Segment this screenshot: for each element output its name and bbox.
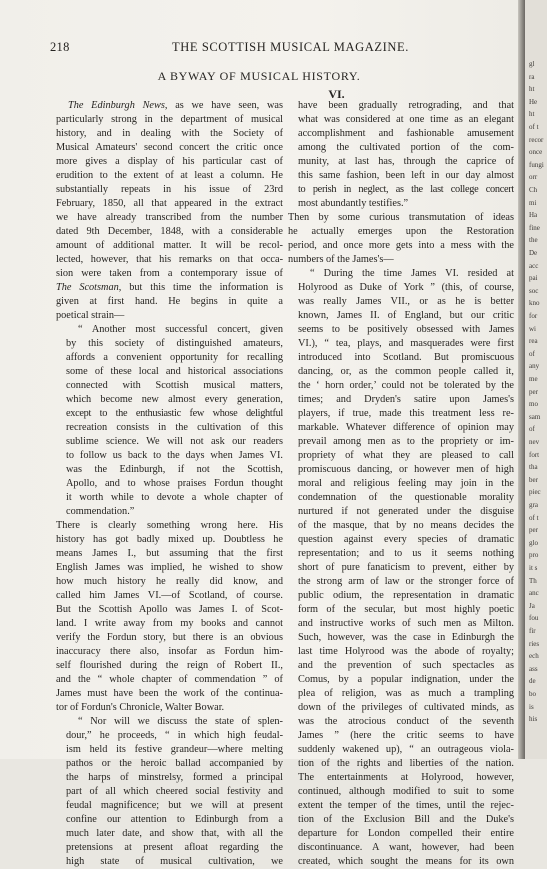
text-line: and the “ whole chapter of commendation ” of	[56, 674, 283, 685]
facing-page-edge	[525, 0, 547, 759]
facing-page-fragment: is	[529, 702, 534, 711]
text-line: means James I., but assuming that the first	[56, 548, 283, 559]
text-line: The entertainments at Holyrood, however,	[298, 772, 514, 783]
facing-page-fragment: Ha	[529, 211, 538, 220]
text-line: land. I write away from my books and cannot	[56, 618, 283, 629]
text-line: dancing, or, as the common people called it,	[298, 366, 514, 377]
text-line: the ‘ horn order,’ could not be tolerated by the	[298, 380, 514, 391]
facing-page-fragment: fir	[529, 627, 536, 635]
facing-page-fragment: de	[529, 677, 536, 686]
facing-page-fragment: the	[529, 236, 538, 245]
facing-page-fragment: of	[529, 425, 535, 434]
facing-page-fragment: of	[529, 349, 535, 358]
facing-page-fragment: gra	[529, 501, 538, 509]
facing-page-fragment: nev	[529, 438, 540, 446]
text-line: feudal magnificence; but we will at present	[66, 800, 283, 811]
facing-page-fragment: ass	[529, 664, 538, 673]
facing-page-fragment: Ch	[529, 186, 538, 194]
text-line: to perish in neglect, as the last college concert	[298, 184, 514, 195]
right-column	[288, 99, 514, 869]
text-line: called him James VI.—of Scotland, of course.	[56, 590, 283, 601]
facing-page-fragment: mo	[529, 400, 538, 409]
facing-page-fragment: tha	[529, 463, 538, 472]
facing-page-fragment: ht	[529, 85, 535, 94]
text-line: nurtured if not generated under the disguise	[298, 506, 514, 517]
text-line: moral and religious feeling may join in the	[298, 478, 514, 489]
text-line: dated 9th December, 1848, with a considerable	[56, 226, 283, 237]
text-line: he actually emerges upon the Restoration	[288, 226, 514, 237]
facing-page-fragment: ech	[529, 652, 539, 661]
text-line: Musical Amateurs' second concert the critic once	[56, 142, 283, 153]
text-line: the harps of minstrelsy, formed a principal	[66, 772, 283, 783]
facing-page-fragment: gl	[529, 60, 535, 68]
text-line: propriety of what they are pleased to call	[298, 450, 514, 461]
facing-page-fragment: rea	[529, 337, 538, 346]
text-line: of the masque, that by no means decides the	[298, 520, 514, 531]
text-line: Then by some curious transmutation of ideas	[288, 212, 514, 223]
text-line: how much history he really did know, and	[56, 576, 283, 587]
running-title: THE SCOTTISH MUSICAL MAGAZINE.	[172, 40, 409, 54]
text-line: But the Scottish Apollo was James I. of Scot-	[56, 604, 283, 615]
text-line: James must have been the work of the continua-	[56, 688, 283, 699]
facing-page-fragment: his	[529, 715, 538, 724]
text-line: was really James VII., or as he is better	[298, 296, 514, 307]
text-line: lected, however, that his remarks on that occa-	[56, 254, 283, 265]
text-line: Holyrood as Duke of York ” (this, of course,	[298, 282, 514, 293]
text-line: sublime science. We will not ask our readers	[66, 436, 283, 447]
text-line: which become new almost every generation,	[66, 394, 283, 405]
text-line: English James was implied, he wished to show	[56, 562, 283, 573]
text-line: period, and once more gets into a mess with the	[288, 240, 514, 251]
facing-page-fragment: piec	[529, 488, 541, 497]
book-gutter	[518, 0, 525, 759]
text-line: tor of Fordun's Chronicle, Walter Bowar.	[56, 702, 225, 713]
facing-page-fragment: fungi	[529, 160, 544, 169]
text-line: Apollo, and to whose praises Fordun thought	[66, 478, 283, 489]
facing-page-fragment: acc	[529, 261, 539, 270]
text-line: high state of musical cultivation, we	[66, 856, 283, 867]
text-line: substantially repeats in his issue of 23rd	[56, 184, 283, 195]
text-line: There is clearly something wrong here. His	[56, 520, 283, 531]
text-line: what was considered at one time as an elegant	[298, 114, 514, 125]
text-line: “ Another most successful concert, given	[78, 324, 283, 335]
text-line: seems to be positively obsessed with James	[298, 324, 514, 335]
facing-page-fragment: mi	[529, 198, 537, 207]
facing-page-fragment: glo	[529, 538, 538, 547]
text-line: pretensions at present afloat regarding the	[66, 842, 283, 853]
facing-page-fragment: kno	[529, 299, 540, 308]
facing-page-fragment: ries	[529, 639, 540, 648]
text-line: departure for London compelled their entire	[298, 828, 514, 839]
text-line: condemnation of the questionable morality	[298, 492, 514, 503]
facing-page-fragment: wi	[529, 324, 536, 333]
text-line: amount of additional matter. It will be recol-	[56, 240, 283, 251]
facing-page-fragment: fort	[529, 450, 540, 459]
text-line: extent the temper of the times, until the rejec-	[298, 800, 514, 811]
text-line: poetical strain—	[56, 310, 125, 321]
text-line: suddenly wakened up), “ an outrageous viola-	[298, 744, 514, 755]
text-line: erudition to the extent of at least a column. He	[56, 170, 283, 181]
facing-page-fragment: recor	[529, 135, 544, 144]
text-line: tion of the rights and liberties of the nation.	[298, 758, 514, 769]
text-line: VI.), “ tea, plays, and masquerades were first	[298, 338, 514, 349]
text-line: promiscuous dancing, or however men of high	[298, 464, 514, 475]
text-line: have been gradually retrograding, and that	[298, 100, 514, 111]
section-number: VI.	[328, 87, 345, 101]
facing-page-fragment: ber	[529, 475, 538, 484]
text-line: was the Edinburgh, if not the Scottish,	[66, 464, 283, 475]
text-line: prevail among men as to the propriety or im-	[298, 436, 514, 447]
facing-page-fragment: Ja	[529, 601, 535, 610]
facing-page-fragment: per	[529, 387, 538, 396]
text-line: some of these local and historical associations	[66, 366, 283, 377]
text-line: The Edinburgh News, as we have seen, was	[68, 100, 283, 111]
text-line: Comus, by a popular indignation, under the	[298, 674, 514, 685]
text-line: introduced into Scotland. But promiscuous	[298, 352, 514, 363]
text-line: continued, although modified to suit to some	[298, 786, 514, 797]
text-line: sion were taken from a contemporary issue of	[56, 268, 283, 279]
facing-page-fragment: soc	[529, 286, 539, 295]
text-line: tion of the Exclusion Bill and the Duke's	[298, 814, 514, 825]
text-line: representation; and to us it seems nothing	[298, 548, 514, 559]
text-line: it worth while to devote a whole chapter of	[66, 492, 283, 503]
facing-page-fragment: orr	[529, 173, 538, 182]
text-line: and the prevention of such spectacles as	[298, 660, 514, 671]
text-line: history, and in dealing with the Society of	[56, 128, 283, 139]
text-line: particularly strong in the department of musical	[56, 114, 283, 125]
text-line: except to the enthusiastic few whose delightful	[66, 408, 283, 419]
text-line: down of the privileges of cultivated minds, as	[298, 702, 514, 713]
facing-page-fragment: Th	[529, 576, 537, 585]
text-line: given at first hand. He begins in quite a	[56, 296, 283, 307]
facing-page-fragment: of t	[529, 513, 539, 522]
text-line: plea of religion, was as much a trampling	[298, 688, 514, 699]
text-line: discontinuance. A want, however, had been	[298, 842, 514, 853]
page-number: 218	[50, 40, 70, 54]
text-line: part of all which cheered social festivity and	[66, 786, 283, 797]
facing-page-fragment: anc	[529, 589, 539, 598]
text-line: confine our attention to Edinburgh from a	[66, 814, 283, 825]
text-line: munity, at last has, through the caprice of	[298, 156, 514, 167]
facing-page-fragment: of t	[529, 123, 539, 131]
text-line: recreation consists in the cultivation of this	[66, 422, 283, 433]
text-line: self flourished during the reign of Robert II.,	[56, 660, 283, 671]
article-title: A BYWAY OF MUSICAL HISTORY.	[157, 69, 361, 83]
text-line: connected with Scottish musical matters,	[66, 380, 283, 391]
text-line: most abundantly testifies.”	[298, 198, 409, 209]
facing-page-fragment: once	[529, 148, 543, 157]
text-line: and instructive works of such men as Milton.	[298, 618, 514, 629]
text-line: last time Holyrood was the abode of royalty;	[298, 646, 514, 657]
text-line: question against every species of dramatic	[298, 534, 514, 545]
facing-page-fragment: it s	[529, 564, 538, 572]
text-line: numbers of the James's—	[288, 254, 394, 265]
facing-page-fragment: fou	[529, 614, 539, 623]
text-line: to follow us back to the days when James VI.	[66, 450, 283, 461]
text-line: “ Nor will we discuss the state of splen-	[78, 716, 283, 727]
text-line: “ During the time James VI. resided at	[310, 268, 514, 279]
text-line: Such, however, was the case in Edinburgh the	[298, 632, 514, 643]
facing-page-fragment: me	[529, 375, 538, 383]
text-line: accomplishment and fashionable amusement	[298, 128, 514, 139]
left-column	[56, 99, 283, 869]
text-line: we have already transcribed from the number	[56, 212, 283, 223]
facing-page-fragment: any	[529, 362, 540, 371]
text-line: February, 1850, all that appeared in the extract	[56, 198, 283, 209]
text-line: times; and Dryden's satire upon James's	[298, 394, 514, 405]
facing-page-fragment: De	[529, 249, 538, 257]
text-line: pathos or the heroic ballad accompanied by	[66, 758, 283, 769]
facing-page-fragment: for	[529, 312, 538, 320]
text-line: created, which sought the means for its own	[298, 856, 514, 867]
text-line: this same fashion, been left in our day almost	[298, 170, 514, 181]
text-line: history has got badly mixed up. Doubtless he	[56, 534, 283, 545]
facing-page-fragment: bo	[529, 690, 536, 698]
text-line: known, James II. of England, but our critic	[298, 310, 514, 321]
text-line: form of the secular, but most highly poetic	[298, 604, 514, 615]
text-line: dour,” he proceeds, “ in which high feudal-	[66, 730, 283, 741]
text-line: James ” (here the critic seems to have	[298, 730, 514, 741]
facing-page-fragment: He	[529, 97, 538, 106]
text-line: much later date, and show that, with all the	[66, 828, 283, 839]
text-line: the strong arm of law or the stronger force of	[298, 576, 514, 587]
facing-page-fragment: sam	[529, 412, 541, 421]
text-line: ism held its festive grandeur—where melting	[66, 744, 283, 755]
text-line: public odium, the representation in dramatic	[298, 590, 514, 601]
facing-page-fragment: per	[529, 526, 538, 535]
text-line: inaccuracy there also, insofar as Fordun him-	[56, 646, 283, 657]
text-line: among the cultivated portion of the com-	[298, 142, 514, 153]
text-line: affords a convenient opportunity for recalling	[66, 352, 283, 363]
text-line: short of pure fanaticism to prevent, either by	[298, 562, 514, 573]
facing-page-fragment: pro	[529, 551, 539, 560]
text-line: was the atrocious conduct of the seventh	[298, 716, 514, 727]
text-line: The Scotsman, but this time the information is	[56, 282, 283, 293]
text-line: by this society of distinguished amateurs,	[66, 338, 283, 349]
facing-page-fragment: ra	[529, 72, 535, 81]
text-line: more gives a display of his particular cast of	[56, 156, 283, 167]
text-line: verify the Fordun story, but there is an obvious	[56, 632, 283, 643]
facing-page-fragment: pai	[529, 274, 538, 283]
text-line: commendation.”	[66, 506, 135, 517]
text-line: markable. Whatever difference of opinion may	[298, 422, 514, 433]
facing-page-fragment: fine	[529, 223, 540, 232]
text-line: players, if true, made this treatment less re-	[298, 408, 514, 419]
facing-page-fragment: ht	[529, 110, 535, 119]
